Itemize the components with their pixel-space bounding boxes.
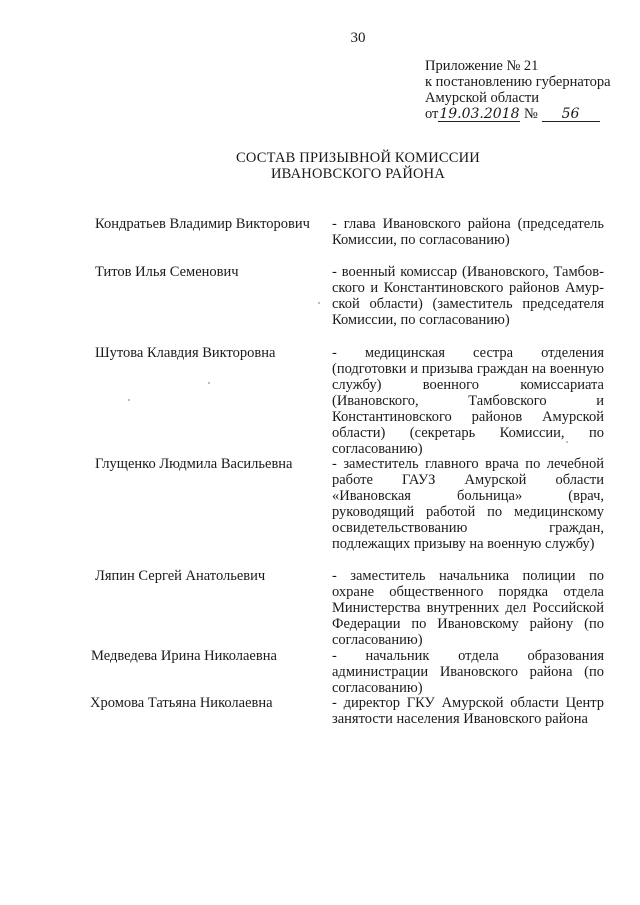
- appendix-date-line: [425, 106, 611, 122]
- date-prefix: от: [425, 106, 439, 122]
- member-name: Кондратьев Владимир Викторович: [95, 216, 310, 232]
- member-role: - заместитель начальника полиции по охране общественного порядка отдела Министерства внутренних дел Российской Федерации по Ивановскому району (по согласованию): [332, 568, 604, 648]
- member-role: - директор ГКУ Амурской области Центр занятости населения Ивановского района: [332, 695, 604, 727]
- scan-speck: [128, 399, 130, 401]
- member-role: - начальник отдела образования администрации Ивановского района (по согласованию): [332, 648, 604, 696]
- appendix-reference: к постановлению губернатора: [425, 74, 611, 90]
- member-role: - военный комиссар (Ивановского, Тамбовского и Константиновского районов Амурской области) (заместитель председателя Комиссии, по согласованию): [332, 264, 604, 328]
- member-name: Титов Илья Семенович: [95, 264, 239, 280]
- title-line-1: СОСТАВ ПРИЗЫВНОЙ КОМИССИИ: [236, 150, 480, 166]
- scan-speck: [318, 302, 320, 304]
- handwritten-date: 19.03.2018: [439, 106, 520, 122]
- appendix-title: Приложение № 21: [425, 58, 539, 74]
- member-name: Шутова Клавдия Викторовна: [95, 345, 276, 361]
- number-prefix: №: [524, 106, 538, 122]
- appendix-region: Амурской области: [425, 90, 539, 106]
- scan-speck: [208, 382, 210, 384]
- member-role: - глава Ивановского района (председатель Комиссии, по согласованию): [332, 216, 604, 248]
- handwritten-number: 56: [542, 107, 600, 122]
- member-role: - заместитель главного врача по лечебной работе ГАУЗ Амурской области «Ивановская больница» (врач, руководящий работой по медицинскому освидетельствованию граждан, подлежащих призыву на военную службу): [332, 456, 604, 552]
- member-name: Глущенко Людмила Васильевна: [95, 456, 293, 472]
- title-line-2: ИВАНОВСКОГО РАЙОНА: [270, 166, 446, 182]
- member-name: Хромова Татьяна Николаевна: [90, 695, 273, 711]
- appendix-header: [425, 58, 611, 122]
- member-role: - медицинская сестра отделения (подготовки и призыва граждан на военную службу) военного комиссариата (Ивановского, Тамбовского и Константиновского районов Амурской области) (секретарь Комиссии, по согласованию): [332, 345, 604, 457]
- scan-speck: [566, 441, 568, 443]
- document-title: [0, 150, 640, 182]
- page-number: 30: [350, 30, 366, 46]
- member-name: Медведева Ирина Николаевна: [91, 648, 277, 664]
- member-name: Ляпин Сергей Анатольевич: [95, 568, 266, 584]
